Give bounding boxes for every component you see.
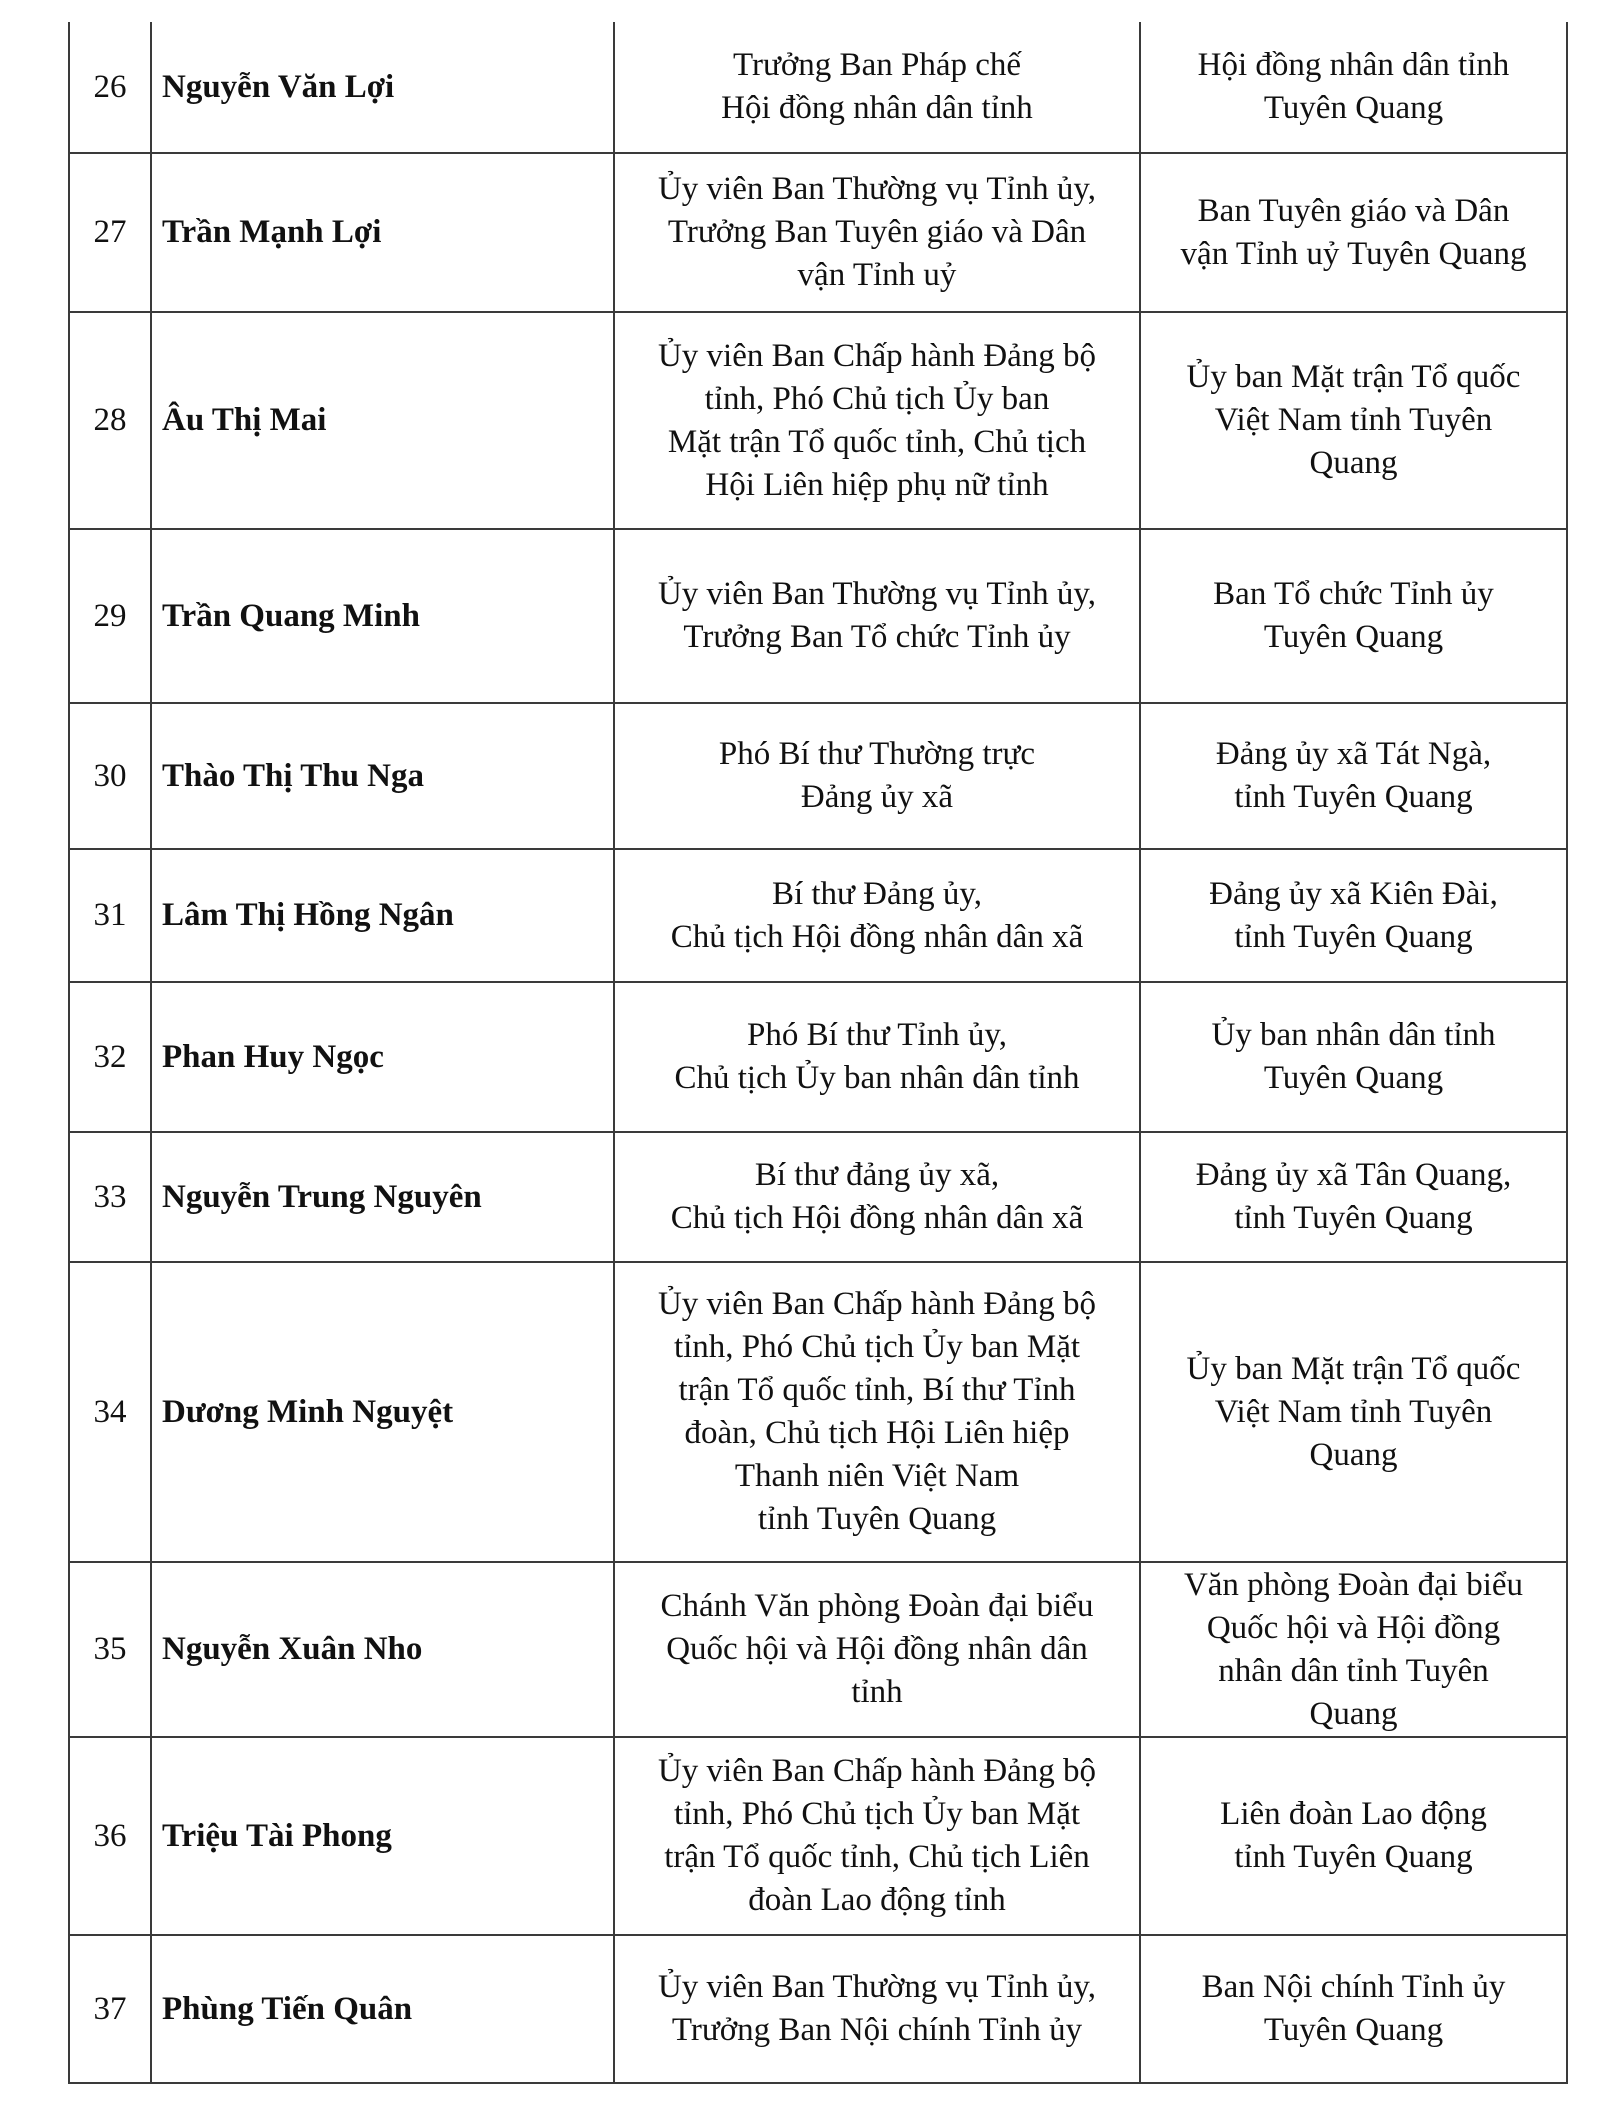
position-line: Trưởng Ban Tổ chức Tỉnh ủy	[683, 619, 1071, 655]
position-line: Ủy viên Ban Thường vụ Tỉnh ủy,	[657, 576, 1097, 612]
table-row	[69, 703, 1567, 849]
position-cell	[614, 1935, 1140, 2083]
unit-line: Đảng ủy xã Tát Ngà,	[1215, 736, 1492, 772]
unit-line: Tuyên Quang	[1263, 90, 1444, 126]
unit-cell	[1140, 312, 1567, 529]
table-body	[69, 22, 1567, 2083]
unit-line: Ban Nội chính Tỉnh ủy	[1201, 1969, 1506, 2005]
unit-cell	[1140, 1935, 1567, 2083]
row-number: 31	[69, 849, 151, 982]
person-name: Nguyễn Xuân Nho	[151, 1562, 614, 1737]
person-name: Triệu Tài Phong	[151, 1737, 614, 1935]
row-number: 30	[69, 703, 151, 849]
table-row	[69, 312, 1567, 529]
position-line: Trưởng Ban Tuyên giáo và Dân	[667, 214, 1087, 250]
position-line: Ủy viên Ban Chấp hành Đảng bộ	[657, 337, 1097, 374]
position-cell	[614, 1562, 1140, 1737]
position-line: Đảng ủy xã	[800, 779, 954, 815]
position-line: tỉnh	[851, 1674, 903, 1710]
unit-line: Tuyên Quang	[1263, 619, 1444, 655]
unit-cell	[1140, 982, 1567, 1132]
table-row	[69, 982, 1567, 1132]
row-number: 29	[69, 529, 151, 703]
position-line: vận Tỉnh uỷ	[797, 257, 957, 293]
position-line: Trưởng Ban Pháp chế	[732, 47, 1022, 83]
position-line: Ủy viên Ban Thường vụ Tỉnh ủy,	[657, 1969, 1097, 2005]
person-name: Trần Quang Minh	[151, 529, 614, 703]
unit-cell	[1140, 703, 1567, 849]
person-name: Nguyễn Văn Lợi	[151, 22, 614, 153]
position-line: đoàn Lao động tỉnh	[748, 1882, 1006, 1918]
position-line: Bí thư Đảng ủy,	[771, 875, 983, 912]
position-line: tỉnh, Phó Chủ tịch Ủy ban Mặt	[673, 1796, 1081, 1832]
unit-cell	[1140, 849, 1567, 982]
position-line: Chủ tịch Ủy ban nhân dân tỉnh	[674, 1060, 1080, 1096]
row-number: 34	[69, 1262, 151, 1562]
position-line: Chủ tịch Hội đồng nhân dân xã	[670, 1200, 1084, 1236]
unit-line: Văn phòng Đoàn đại biểu	[1183, 1566, 1524, 1603]
unit-line: Quang	[1309, 445, 1398, 481]
position-cell	[614, 22, 1140, 153]
position-cell	[614, 153, 1140, 312]
position-line: Phó Bí thư Tỉnh ủy,	[747, 1017, 1007, 1053]
table-row	[69, 1935, 1567, 2083]
position-line: tỉnh, Phó Chủ tịch Ủy ban Mặt	[673, 1329, 1081, 1365]
unit-line: Đảng ủy xã Tân Quang,	[1195, 1157, 1512, 1193]
position-line: Chánh Văn phòng Đoàn đại biểu	[660, 1588, 1094, 1624]
position-line: Phó Bí thư Thường trực	[718, 736, 1036, 772]
unit-line: Ủy ban Mặt trận Tổ quốc	[1186, 359, 1521, 395]
table-row	[69, 529, 1567, 703]
unit-line: Hội đồng nhân dân tỉnh	[1197, 47, 1510, 83]
position-line: Chủ tịch Hội đồng nhân dân xã	[670, 918, 1084, 955]
position-line: Hội Liên hiệp phụ nữ tỉnh	[705, 466, 1049, 503]
position-line: Quốc hội và Hội đồng nhân dân	[666, 1631, 1088, 1667]
position-cell	[614, 1737, 1140, 1935]
unit-line: Ủy ban nhân dân tỉnh	[1211, 1017, 1496, 1053]
position-cell	[614, 1132, 1140, 1262]
unit-line: Quang	[1309, 1436, 1398, 1473]
unit-line: Ban Tuyên giáo và Dân	[1197, 192, 1510, 229]
position-cell	[614, 1262, 1140, 1562]
person-name: Trần Mạnh Lợi	[151, 153, 614, 312]
unit-line: vận Tỉnh uỷ Tuyên Quang	[1180, 235, 1527, 272]
person-name: Dương Minh Nguyệt	[151, 1262, 614, 1562]
position-cell	[614, 982, 1140, 1132]
position-cell	[614, 529, 1140, 703]
row-number: 28	[69, 312, 151, 529]
position-line: Ủy viên Ban Thường vụ Tỉnh ủy,	[657, 171, 1097, 207]
position-line: tỉnh Tuyên Quang	[757, 1501, 997, 1537]
unit-line: tỉnh Tuyên Quang	[1234, 1200, 1473, 1236]
table-row	[69, 1562, 1567, 1737]
table-row	[69, 1737, 1567, 1935]
position-line: Ủy viên Ban Chấp hành Đảng bộ	[657, 1286, 1097, 1322]
table-row	[69, 153, 1567, 312]
row-number: 26	[69, 22, 151, 153]
row-number: 36	[69, 1737, 151, 1935]
unit-line: Tuyên Quang	[1263, 2012, 1444, 2048]
row-number: 37	[69, 1935, 151, 2083]
person-name: Lâm Thị Hồng Ngân	[151, 849, 614, 982]
row-number: 33	[69, 1132, 151, 1262]
row-number: 35	[69, 1562, 151, 1737]
unit-cell	[1140, 1562, 1567, 1737]
unit-line: Ủy ban Mặt trận Tổ quốc	[1186, 1350, 1521, 1387]
position-line: trận Tổ quốc tỉnh, Bí thư Tỉnh	[678, 1372, 1076, 1408]
personnel-table	[68, 22, 1568, 2084]
position-line: Bí thư đảng ủy xã,	[754, 1157, 1000, 1193]
person-name: Phan Huy Ngọc	[151, 982, 614, 1132]
position-line: tỉnh, Phó Chủ tịch Ủy ban	[704, 380, 1050, 417]
row-number: 32	[69, 982, 151, 1132]
unit-line: Việt Nam tỉnh Tuyên	[1214, 402, 1493, 438]
unit-line: Ban Tổ chức Tỉnh ủy	[1213, 576, 1494, 612]
table-row	[69, 1132, 1567, 1262]
unit-cell	[1140, 1262, 1567, 1562]
person-name: Thào Thị Thu Nga	[151, 703, 614, 849]
unit-line: tỉnh Tuyên Quang	[1234, 918, 1473, 955]
table-row	[69, 1262, 1567, 1562]
position-cell	[614, 849, 1140, 982]
person-name: Nguyễn Trung Nguyên	[151, 1132, 614, 1262]
unit-cell	[1140, 1737, 1567, 1935]
position-line: Ủy viên Ban Chấp hành Đảng bộ	[657, 1753, 1097, 1789]
unit-line: Quốc hội và Hội đồng	[1206, 1609, 1501, 1646]
person-name: Phùng Tiến Quân	[151, 1935, 614, 2083]
unit-line: tỉnh Tuyên Quang	[1234, 1839, 1473, 1875]
position-line: Trưởng Ban Nội chính Tỉnh ủy	[671, 2012, 1083, 2048]
position-line: Thanh niên Việt Nam	[734, 1458, 1020, 1494]
table-row	[69, 22, 1567, 153]
unit-line: Việt Nam tỉnh Tuyên	[1214, 1393, 1493, 1430]
row-number: 27	[69, 153, 151, 312]
unit-cell	[1140, 529, 1567, 703]
position-cell	[614, 312, 1140, 529]
position-line: đoàn, Chủ tịch Hội Liên hiệp	[684, 1415, 1070, 1451]
unit-cell	[1140, 153, 1567, 312]
unit-line: tỉnh Tuyên Quang	[1234, 779, 1473, 815]
unit-cell	[1140, 1132, 1567, 1262]
position-line: trận Tổ quốc tỉnh, Chủ tịch Liên	[664, 1839, 1090, 1875]
person-name: Âu Thị Mai	[151, 312, 614, 529]
unit-cell	[1140, 22, 1567, 153]
unit-line: Liên đoàn Lao động	[1220, 1796, 1487, 1832]
position-line: Mặt trận Tổ quốc tỉnh, Chủ tịch	[667, 423, 1087, 460]
unit-line: nhân dân tỉnh Tuyên	[1218, 1652, 1489, 1689]
unit-line: Quang	[1309, 1695, 1398, 1732]
position-line: Hội đồng nhân dân tỉnh	[721, 90, 1033, 126]
unit-line: Đảng ủy xã Kiên Đài,	[1209, 875, 1498, 912]
unit-line: Tuyên Quang	[1263, 1060, 1444, 1096]
table-row	[69, 849, 1567, 982]
position-cell	[614, 703, 1140, 849]
